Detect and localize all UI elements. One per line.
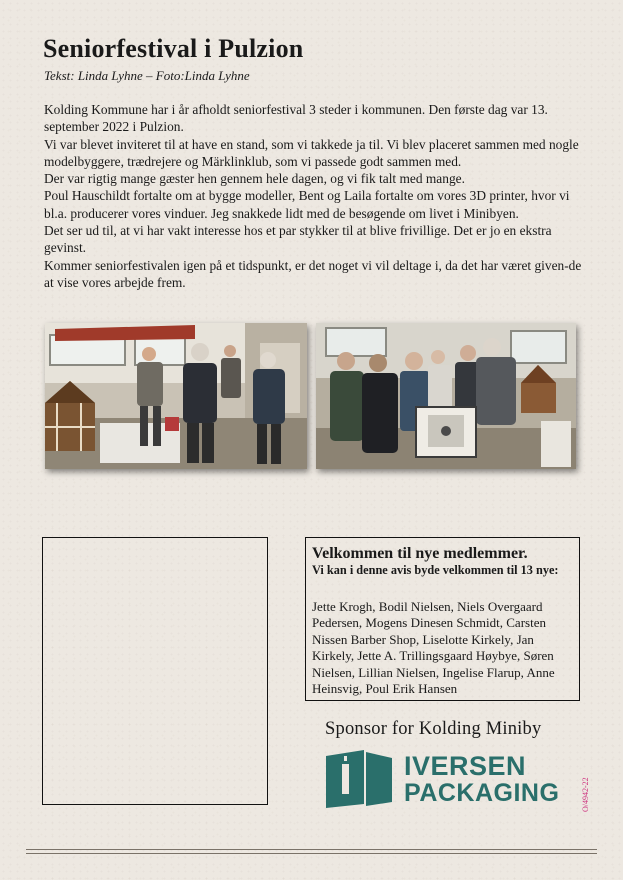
iversen-logo-mark-icon — [322, 748, 394, 810]
new-member-names: Jette Krogh, Bodil Nielsen, Niels Overgaard Pedersen, Mogens Dinesen Schmidt, Carsten Nissen Barber Shop, Liselotte Kirkely, Jan Kirkely, Jette A. Trillingsgaard Høybye, Søren Nielsen, Lillian Nielsen, Ingelise Flarup, Anne Heinsvig, Poul Erik Hansen — [312, 599, 555, 697]
sponsor-label: Sponsor for Kolding Miniby — [325, 719, 542, 739]
print-code: O/4942-22 — [581, 777, 590, 812]
paragraph: Der var rigtig mange gæster hen gennem hele dagen, og vi fik talt med mange. — [44, 171, 465, 187]
article-title: Seniorfestival i Pulzion — [43, 34, 304, 63]
welcome-box — [305, 537, 580, 701]
paragraph: Kommer seniorfestivalen igen på et tidspunkt, er det noget vi vil deltage i, da det har været given-de at vise vores arbejde frem. — [44, 257, 582, 290]
empty-photo-frame — [42, 537, 268, 805]
footer-rule — [26, 849, 597, 850]
logo-word-packaging: PACKAGING — [404, 779, 560, 807]
logo-word-iversen: IVERSEN — [404, 751, 527, 781]
festival-photo-2 — [316, 323, 576, 469]
paragraph: Kolding Kommune har i år afholdt seniorfestival 3 steder i kommunen. Den første dag var 13. september 2022 i Pulzion. — [44, 102, 548, 135]
article-body — [44, 101, 584, 291]
festival-photo-1 — [45, 323, 307, 469]
paragraph: Poul Hauschildt fortalte om at bygge modeller, Bent og Laila fortalte om vores 3D printer, hvor vi bl.a. producerer vores vinduer. Jeg snakkede lidt med de besøgende om livet i Minibyen. — [44, 188, 570, 221]
welcome-title: Velkommen til nye medlemmer. — [312, 545, 528, 562]
iversen-packaging-logo — [322, 748, 562, 810]
welcome-subtitle: Vi kan i denne avis byde velkommen til 13 nye: — [312, 563, 559, 577]
photo-credit: Tekst: Linda Lyhne – Foto:Linda Lyhne — [44, 68, 250, 83]
footer-rule — [26, 853, 597, 854]
paragraph: Vi var blevet inviteret til at have en stand, som vi takkede ja til. Vi blev placeret sammen med nogle modelbyggere, trædrejere og Märklinklub, som vi passede godt sammen med. — [44, 136, 579, 169]
paragraph: Det ser ud til, at vi har vakt interesse hos et par stykker til at blive frivillige. Det er jo en ekstra gevinst. — [44, 223, 552, 256]
